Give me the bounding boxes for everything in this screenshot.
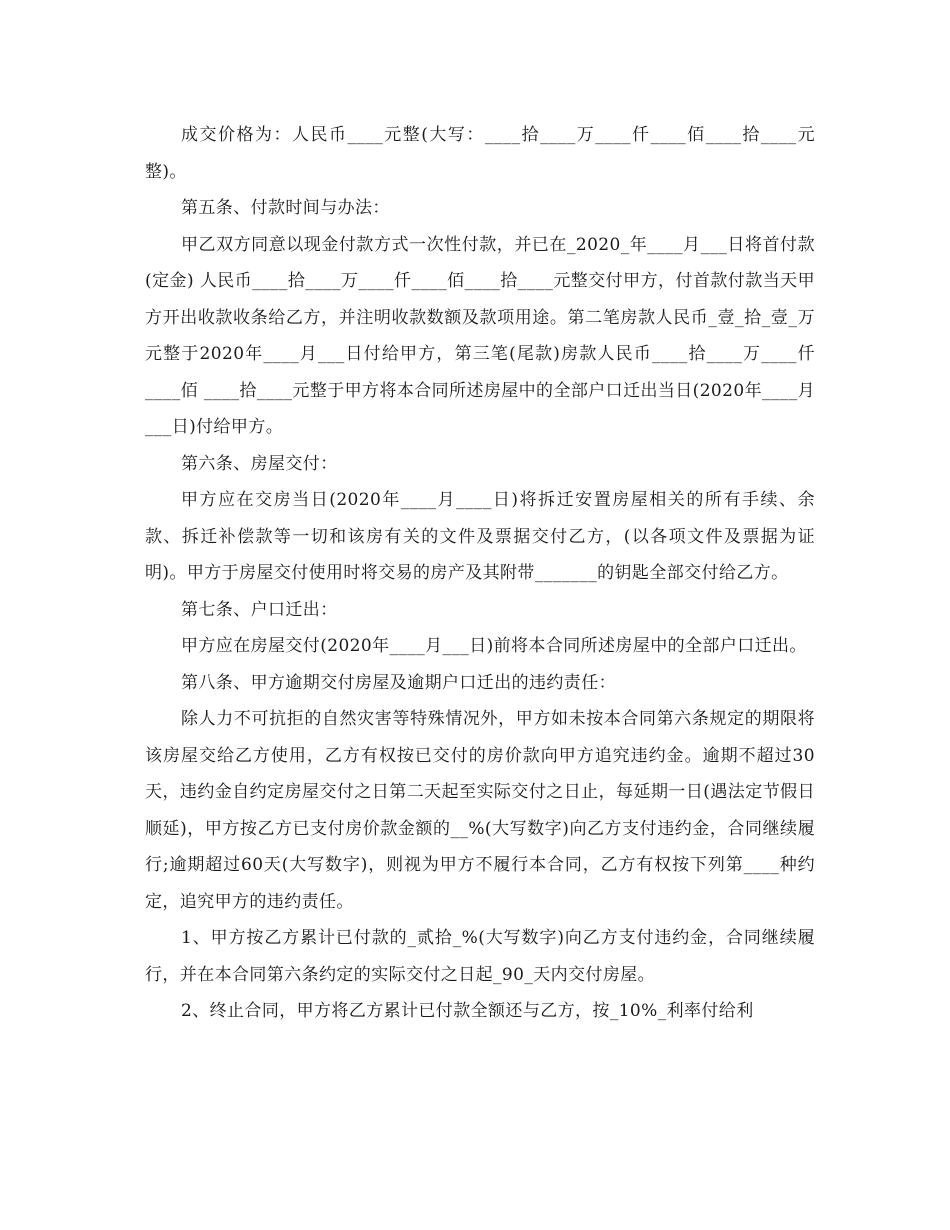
paragraph-payment: 甲乙双方同意以现金付款方式一次性付款，并已在_2020_年____月___日将首付款(定金) 人民币____拾____万____仟____佰____拾____元整交付甲方，付首款付款当天甲方开出收款收条给乙方，并注明收款数额及款项用途。第二笔房款人民币_壹_拾_壹_万元整于2020年____月___日付给甲方，第三笔(尾款)房款人民币____拾____万____仟____佰 ____拾____元整于甲方将本合同所述房屋中的全部户口迁出当日(2020年____月___日)付给甲方。 bbox=[145, 234, 815, 437]
paragraph-option-2: 2、终止合同，甲方将乙方累计已付款全额还与乙方，按_10%_利率付给利 bbox=[181, 1001, 754, 1021]
paragraph-option-1: 1、甲方按乙方累计已付款的_贰拾_%(大写数字)向乙方支付违约金，合同继续履行，并在本合同第六条约定的实际交付之日起_90_天内交付房屋。 bbox=[145, 928, 815, 985]
paragraph-delivery: 甲方应在交房当日(2020年____月____日)将拆迁安置房屋相关的所有手续、余款、拆迁补偿款等一切和该房有关的文件及票据交付乙方，(以各项文件及票据为证明)。甲方于房屋交付使用时将交易的房产及其附带_______的钥匙全部交付给乙方。 bbox=[145, 490, 815, 583]
heading-article-5: 第五条、付款时间与办法： bbox=[181, 198, 390, 218]
heading-article-6: 第六条、房屋交付： bbox=[181, 453, 338, 474]
heading-article-8: 第八条、甲方逾期交付房屋及逾期户口迁出的违约责任： bbox=[181, 672, 616, 693]
paragraph-breach: 除人力不可抗拒的自然灾害等特殊情况外，甲方如未按本合同第六条规定的期限将该房屋交给乙方使用，乙方有权按已交付的房价款向甲方追究违约金。逾期不超过30天，违约金自约定房屋交付之日第二天起至实际交付之日止，每延期一日(遇法定节假日顺延)，甲方按乙方已支付房价款金额的__%(大写数字)向乙方支付违约金，合同继续履行;逾期超过60天(大写数字)，则视为甲方不履行本合同，乙方有权按下列第____种约定，追究甲方的违约责任。 bbox=[145, 709, 815, 912]
paragraph-household-registration: 甲方应在房屋交付(2020年____月___日)前将本合同所述房屋中的全部户口迁出。 bbox=[181, 636, 807, 656]
paragraph-price: 成交价格为：人民币____元整(大写：____拾____万____仟____佰____拾____元整)。 bbox=[145, 125, 815, 182]
heading-article-7: 第七条、户口迁出： bbox=[181, 599, 338, 620]
contract-body bbox=[145, 117, 815, 1030]
